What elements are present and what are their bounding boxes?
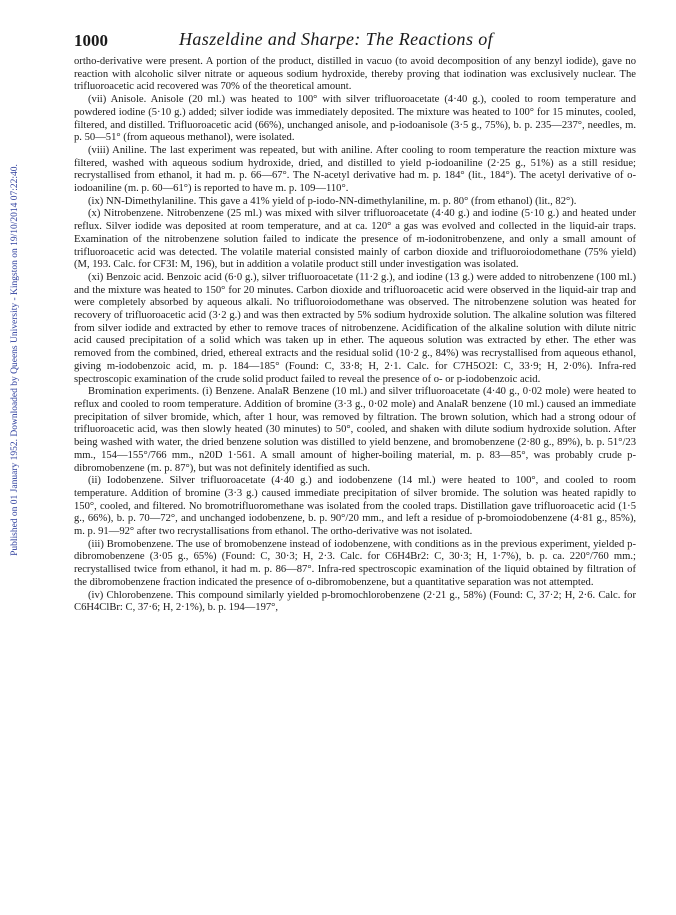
paragraph: (iv) Chlorobenzene. This compound similarly yielded p-bromochlorobenzene (2·21 g., 58%) (Found: C, 37·2; H, 2·6. Calc. for C6H4ClBr: C, 37·6; H, 2·1%), b. p. 194—197°, (74, 589, 636, 614)
paragraph: (xi) Benzoic acid. Benzoic acid (6·0 g.), silver trifluoroacetate (11·2 g.), and iodine (13 g.) were added to nitrobenzene (100 ml.) and the mixture was heated to 150° for 20 minutes. Carbon dioxide and trifluoroacetic acid were observed in the liquid-air trap and were completely absorbed by aqueous alkali. No trifluoroiodomethane was observed. The nitrobenzene solution was heated for recovery of trifluoroacetic acid (3·2 g.) and was then extracted by 5% sodium hydroxide solution. The alkaline solution was filtered from silver iodide and extracted by ether to remove traces of nitrobenzene. Acidification of the alkaline solution with dilute nitric acid caused precipitation of a solid which was taken up in ether. The aqueous solution was extracted by ether. The ether was removed from the combined, dried, ethereal extracts and the residual solid (10·2 g., 84%) was recrystallised from aqueous ethanol, giving m-iodobenzoic acid, m. p. 184—185° (Found: C, 33·8; H, 2·1. Calc. for C7H5O2I: C, 33·9; H, 2·0%). Infra-red spectroscopic examination of the crude solid product failed to reveal the presence of o- or p-iodobenzoic acid. (74, 271, 636, 385)
paragraph: (vii) Anisole. Anisole (20 ml.) was heated to 100° with silver trifluoroacetate (4·40 g.), cooled to room temperature and powdered iodine (5·10 g.) added; silver iodide was immediately deposited. The mixture was heated to 100° for 15 minutes, cooled, filtered, and distilled. Trifluoroacetic acid (66%), unchanged anisole, and p-iodoanisole (3·5 g., 75%), b. p. 235—237°, needles, m. p. 50—51° (from aqueous methanol), were isolated. (74, 94, 636, 144)
paragraph: Bromination experiments. (i) Benzene. AnalaR Benzene (10 ml.) and silver trifluoroacetate (4·40 g., 0·02 mole) were heated to reflux and cooled to room temperature. Addition of bromine (3·3 g., 0·02 mole) and AnalaR benzene (10 ml.) caused an immediate precipitation of silver bromide, which, after 1 hour, was removed by filtration. The brown solution, which had a strong odour of trifluoroacetic acid, was then slowly heated (30 minutes) to 50°, cooled, and shaken with dilute sodium hydroxide solution. After being washed with water, the dried benzene solution was distilled to yield benzene, and bromobenzene (2·80 g., 89%), b. p. 51°/23 mm., 154—155°/766 mm., n20D 1·561. A small amount of higher-boiling material, m. p. 83—85°, was probably crude p-dibromobenzene (m. p. 87°), but was not definitely identified as such. (74, 386, 636, 474)
page-header (74, 27, 632, 53)
article-body (74, 56, 636, 615)
running-title: Haszeldine and Sharpe: The Reactions of (179, 29, 494, 49)
paragraph: (ii) Iodobenzene. Silver trifluoroacetate (4·40 g.) and iodobenzene (14 ml.) were heated to 100°, and cooled to room temperature. Addition of bromine (3·3 g.) caused immediate precipitation of silver bromide. The solution was heated rapidly to 150°, cooled, and filtered. No bromotrifluoromethane was isolated from the cooled traps. Distillation gave trifluoroacetic acid (1·5 g., 66%), b. p. 70—72°, and unchanged iodobenzene, b. p. 90°/20 mm., and left a residue of p-bromoiodobenzene (4·81 g., 85%), m. p. 91—92° after two recrystallisations from ethanol. The ortho-derivative was not isolated. (74, 475, 636, 538)
publication-side-note (8, 130, 22, 590)
paragraph: (ix) NN-Dimethylaniline. This gave a 41% yield of p-iodo-NN-dimethylaniline, m. p. 80° (from ethanol) (lit., 82°). (88, 195, 577, 207)
side-note-text[interactable]: Published on 01 January 1952. Downloaded by Queens University - Kingston on 19/10/2014 07:22:40. (10, 164, 20, 556)
page-number: 1000 (74, 31, 108, 50)
paragraph: (x) Nitrobenzene. Nitrobenzene (25 ml.) was mixed with silver trifluoroacetate (4·40 g.) and iodine (5·10 g.) and heated under reflux. Silver iodide was deposited at room temperature, and at ca. 120° a gas was evolved and collected in the liquid-air traps. Examination of the nitrobenzene solution failed to indicate the presence of m-iodonitrobenzene, and only a small amount of trifluoroacetic acid was detected. The volatile material consisted mainly of carbon dioxide and trifluoroiodomethane (75% yield) (M, 193. Calc. for CF3I: M, 196), but in addition a volatile product still under investigation was isolated. (74, 208, 636, 271)
paragraph: ortho-derivative were present. A portion of the product, distilled in vacuo (to avoid decomposition of any benzyl iodide), gave no reaction with alcoholic silver nitrate or aqueous sodium hydroxide, thereby proving that iodination was exclusively nuclear. The trifluoroacetic acid recovered was 70% of the theoretical amount. (74, 56, 636, 93)
paragraph: (viii) Aniline. The last experiment was repeated, but with aniline. After cooling to room temperature the reaction mixture was filtered, washed with aqueous sodium hydroxide, dried, and distilled to yield p-iodoaniline (2·25 g., 51%) as a still residue; recrystallised from ethanol, it had m. p. 66—67°. The N-acetyl derivative had m. p. 184° (lit., 184°). The acetyl derivative of o-iodoaniline (m. p. 60—61°) is reported to have m. p. 109—110°. (74, 144, 636, 195)
paragraph: (iii) Bromobenzene. The use of bromobenzene instead of iodobenzene, with conditions as in the previous experiment, yielded p-dibromobenzene (3·05 g., 65%) (Found: C, 30·3; H, 2·3. Calc. for C6H4Br2: C, 30·3; H, 1·7%), b. p. ca. 220°/760 mm.; recrystallised twice from ethanol, it had m. p. 86—87°. Infra-red spectroscopic examination of the liquid obtained by filtration of the dibromobenzene fraction indicated the presence of o-dibromobenzene, but a quantitative separation was not attempted. (74, 538, 636, 588)
